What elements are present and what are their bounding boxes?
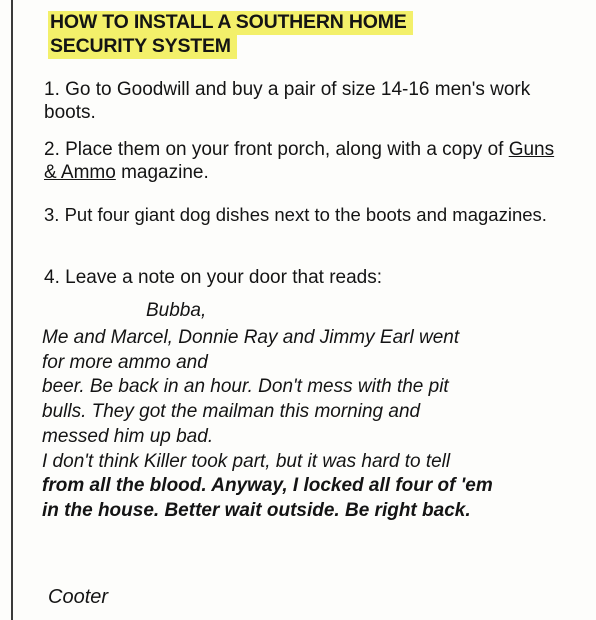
- note-body: [42, 326, 582, 524]
- step-1: 1. Go to Goodwill and buy a pair of size 14-16 men's work boots.: [44, 79, 531, 123]
- step-3: 3. Put four giant dog dishes next to the boots and magazines.: [44, 204, 547, 225]
- note-line: I don't think Killer took part, but it was hard to tell: [42, 450, 451, 472]
- note-salutation: Bubba,: [146, 300, 207, 321]
- note-signature: Cooter: [48, 586, 109, 608]
- note-line: from all the blood. Anyway, I locked all four of 'em: [42, 475, 493, 497]
- magazine-title: Guns & Ammo: [44, 139, 555, 183]
- note-line: Me and Marcel, Donnie Ray and Jimmy Earl went: [42, 327, 460, 348]
- note-line: bulls. They got the mailman this morning and: [42, 401, 421, 423]
- step-2-text-end: magazine.: [115, 162, 209, 183]
- note-line: for more ammo and: [42, 351, 208, 373]
- step-2-text-start: 2. Place them on your front porch, along with a copy of: [44, 139, 509, 160]
- step-2: [44, 138, 564, 184]
- note-line: messed him up bad.: [42, 425, 214, 447]
- left-margin-rule: [11, 0, 13, 620]
- page-title: [48, 10, 508, 58]
- highlighted-title: HOW TO INSTALL A SOUTHERN HOME SECURITY SYSTEM: [48, 11, 413, 59]
- note-line: beer. Be back in an hour. Don't mess with the pit: [42, 376, 449, 398]
- step-4: 4. Leave a note on your door that reads:: [44, 267, 383, 288]
- note-line: in the house. Better wait outside. Be right back.: [42, 499, 471, 521]
